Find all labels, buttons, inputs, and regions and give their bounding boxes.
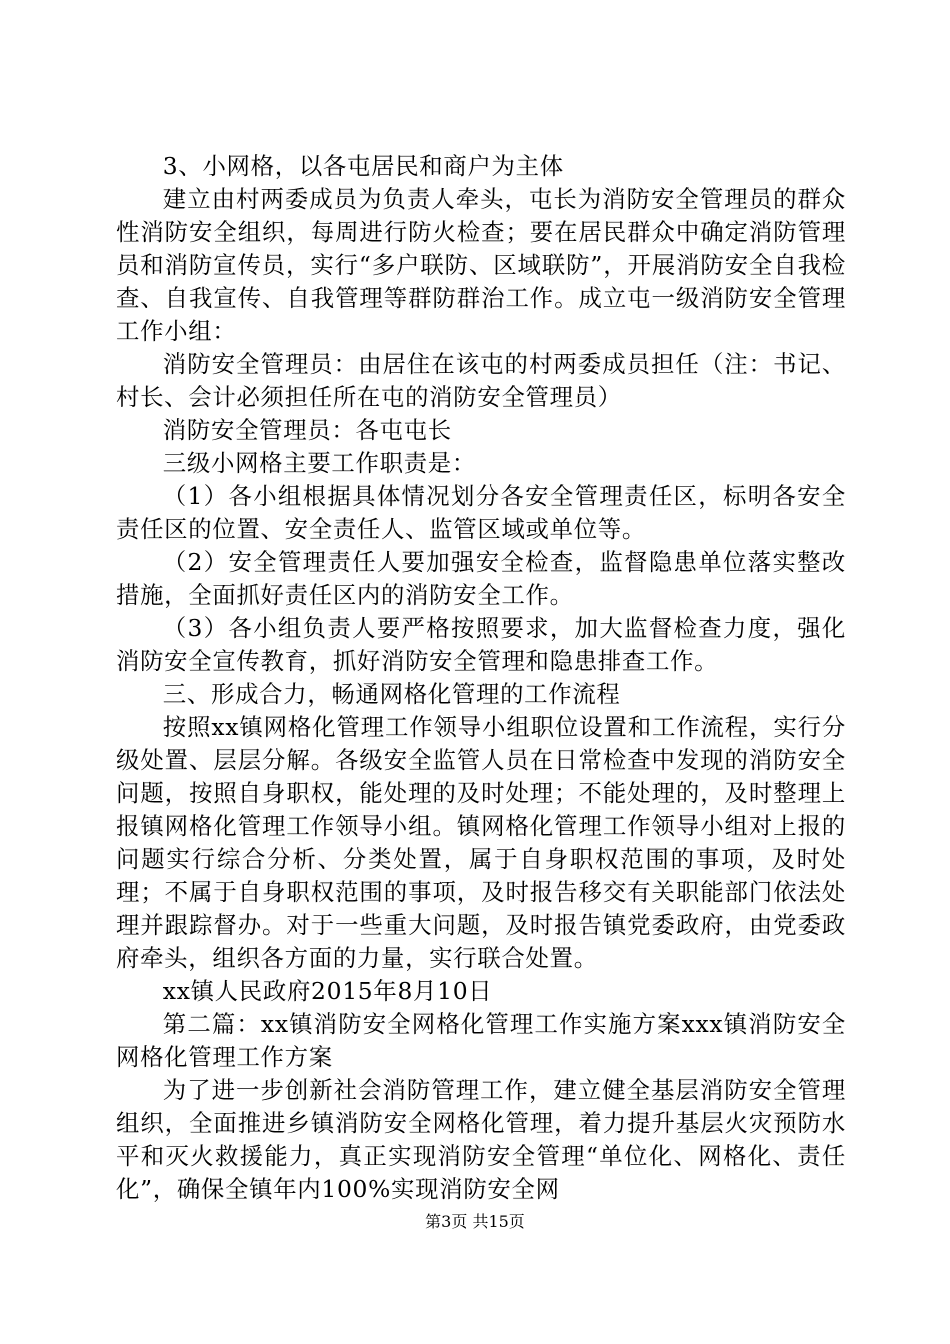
body-paragraph: 建立由村两委成员为负责人牵头，屯长为消防安全管理员的群众性消防安全组织，每周进行防火检查；要在居民群众中确定消防管理员和消防宣传员，实行“多户联防、区域联防”，开展消防安全自我检查、自我宣传、自我管理等群防群治工作。成立屯一级消防安全管理工作小组：: [116, 185, 846, 345]
signature-date-line: xx镇人民政府2015年8月10日: [162, 977, 493, 1005]
body-paragraph: 消防安全管理员：各屯屯长: [162, 416, 452, 444]
body-paragraph: 消防安全管理员：由居住在该屯的村两委成员担任（注：书记、村长、会计必须担任所在屯的消防安全管理员）: [116, 350, 846, 411]
page-number-footer: 第3页 共15页: [425, 1212, 525, 1231]
chapter-heading: 第二篇：xx镇消防安全网格化管理工作实施方案xxx镇消防安全网格化管理工作方案: [116, 1010, 846, 1071]
list-item: （2）安全管理责任人要加强安全检查，监督隐患单位落实整改措施，全面抓好责任区内的消防安全工作。: [116, 548, 846, 609]
body-paragraph: 为了进一步创新社会消防管理工作，建立健全基层消防安全管理组织，全面推进乡镇消防安全网格化管理，着力提升基层火灾预防水平和灭火救援能力，真正实现消防安全管理“单位化、网格化、责任化”，确保全镇年内100%实现消防安全网: [116, 1076, 846, 1203]
section-heading: 三、形成合力，畅通网格化管理的工作流程: [162, 680, 621, 708]
body-paragraph: 按照xx镇网格化管理工作领导小组职位设置和工作流程，实行分级处置、层层分解。各级安全监管人员在日常检查中发现的消防安全问题，按照自身职权，能处理的及时处理；不能处理的，及时整理上报镇网格化管理工作领导小组。镇网格化管理工作领导小组对上报的问题实行综合分析、分类处置，属于自身职权范围的事项，及时处理；不属于自身职权范围的事项，及时报告移交有关职能部门依法处理并跟踪督办。对于一些重大问题，及时报告镇党委政府，由党委政府牵头，组织各方面的力量，实行联合处置。: [116, 713, 846, 972]
body-paragraph: 三级小网格主要工作职责是：: [162, 449, 476, 477]
list-item: （3）各小组负责人要严格按照要求，加大监督检查力度，强化消防安全宣传教育，抓好消防安全管理和隐患排查工作。: [116, 614, 846, 675]
list-item: （1）各小组根据具体情况划分各安全管理责任区，标明各安全责任区的位置、安全责任人、监管区域或单位等。: [116, 482, 846, 543]
document-body: [116, 150, 846, 1206]
subsection-heading-small-grid: 3、小网格，以各屯居民和商户为主体: [162, 152, 564, 180]
